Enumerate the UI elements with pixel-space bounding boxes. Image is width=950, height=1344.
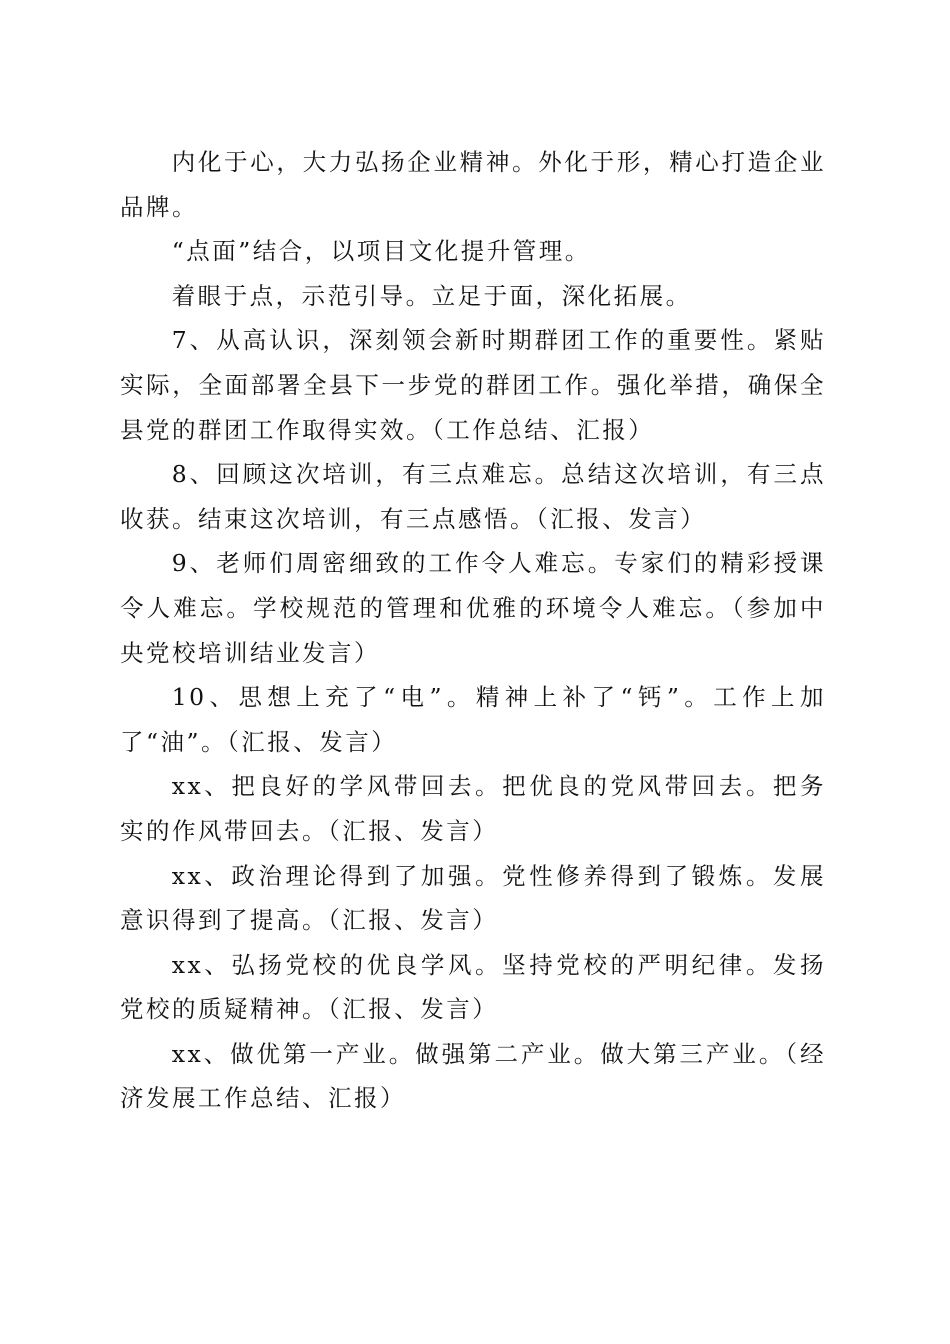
paragraph-6: 9、老师们周密细致的工作令人难忘。专家们的精彩授课令人难忘。学校规范的管理和优雅的环境令人难忘。（参加中央党校培训结业发言） bbox=[120, 549, 826, 667]
paragraph-2: “点面”结合，以项目文化提升管理。 bbox=[171, 237, 591, 266]
paragraph-7: 10、思想上充了“电”。精神上补了“钙”。工作上加了“油”。（汇报、发言） bbox=[120, 683, 826, 756]
paragraph-8: xx、把良好的学风带回去。把优良的党风带回去。把务实的作风带回去。（汇报、发言） bbox=[120, 772, 826, 845]
paragraph-11: xx、做优第一产业。做强第二产业。做大第三产业。（经济发展工作总结、汇报） bbox=[120, 1039, 826, 1113]
paragraph-4: 7、从高认识，深刻领会新时期群团工作的重要性。紧贴实际，全面部署全县下一步党的群团工作。强化举措，确保全县党的群团工作取得实效。（工作总结、汇报） bbox=[120, 326, 826, 444]
paragraph-10: xx、弘扬党校的优良学风。坚持党校的严明纪律。发扬党校的质疑精神。（汇报、发言） bbox=[120, 950, 826, 1024]
paragraph-3: 着眼于点，示范引导。立足于面，深化拓展。 bbox=[171, 281, 692, 310]
paragraph-9: xx、政治理论得到了加强。党性修养得到了锻炼。发展意识得到了提高。（汇报、发言） bbox=[120, 861, 826, 935]
paragraph-1: 内化于心，大力弘扬企业精神。外化于形，精心打造企业品牌。 bbox=[120, 148, 826, 221]
paragraph-5: 8、回顾这次培训，有三点难忘。总结这次培训，有三点收获。结束这次培训，有三点感悟。（汇报、发言） bbox=[120, 460, 826, 533]
document-body bbox=[120, 140, 826, 1121]
